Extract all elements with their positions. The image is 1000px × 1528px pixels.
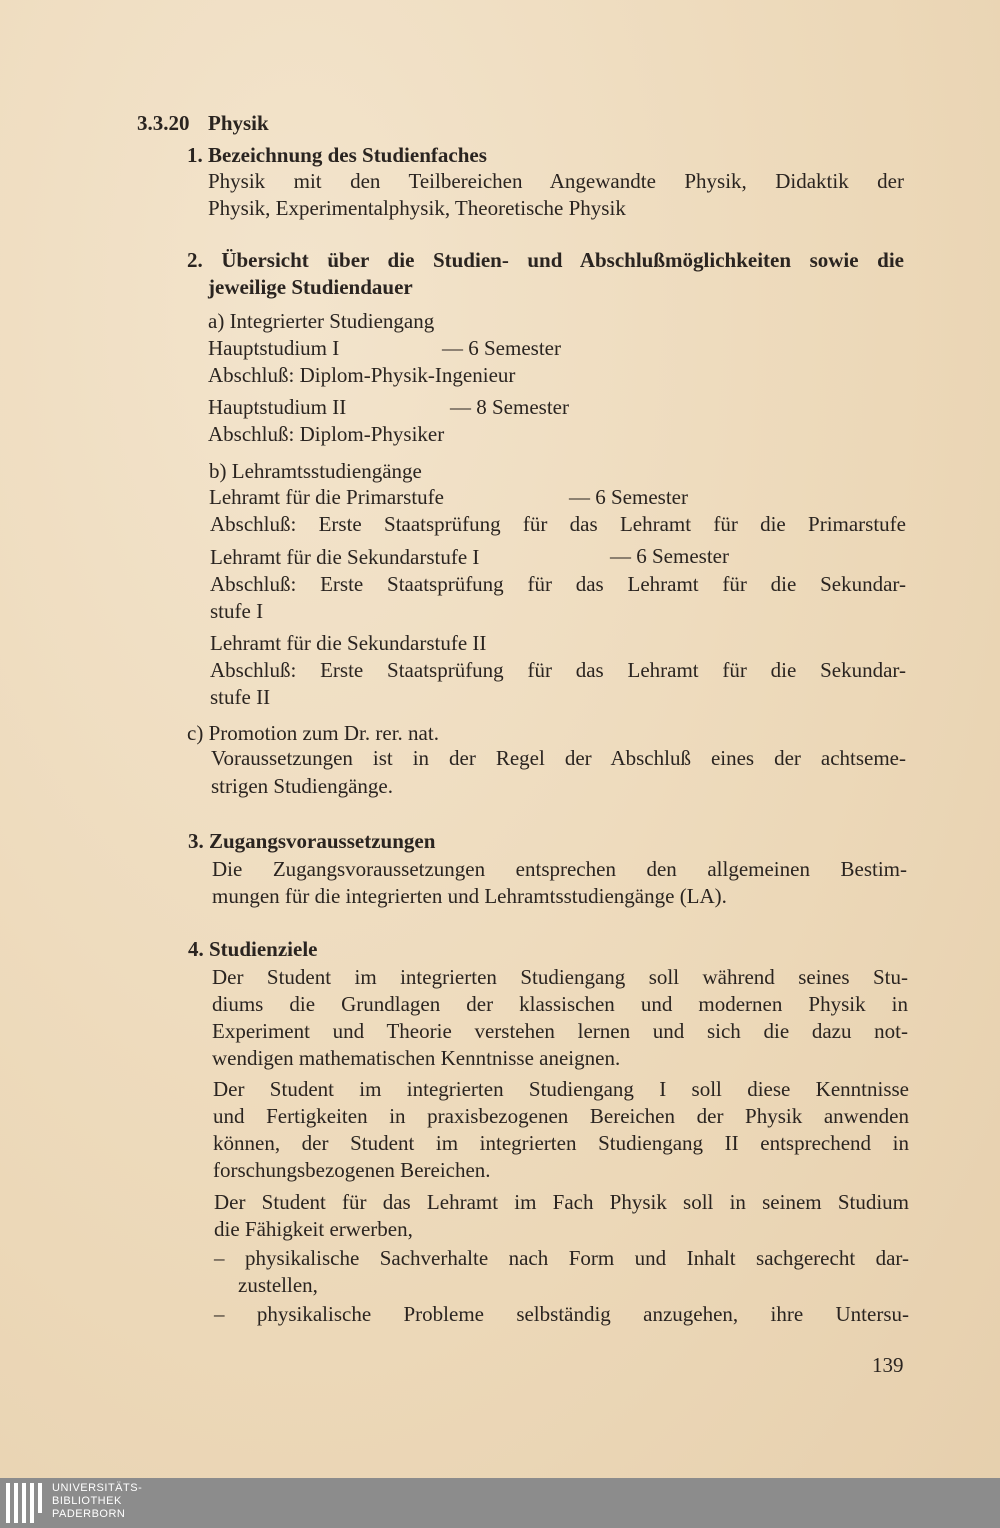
hauptstudium-1-abschluss: Abschluß: Diplom-Physik-Ingenieur (208, 363, 516, 387)
hauptstudium-1-duration: — 6 Semester (442, 336, 561, 360)
library-logo-text (52, 1482, 142, 1521)
heading-1: 1. Bezeichnung des Studienfaches (187, 143, 487, 167)
lehramt-sekundarstufe-2: Lehramt für die Sekundarstufe II (210, 631, 487, 655)
s4-p1-line-1: Der Student im integrierten Studiengang soll während seines Stu- (212, 965, 908, 989)
s3-line-2: mungen für die integrierten und Lehramtsstudiengänge (LA). (212, 884, 727, 908)
hauptstudium-1: Hauptstudium I (208, 336, 340, 360)
lehramt-primarstufe-abschluss: Abschluß: Erste Staatsprüfung für das Lehramt für die Primarstufe (210, 512, 906, 536)
s4-p2-line-2: und Fertigkeiten in praxisbezogenen Bereichen der Physik anwenden (213, 1104, 909, 1128)
s1-line-1: Physik mit den Teilbereichen Angewandte Physik, Didaktik der (208, 169, 904, 193)
hauptstudium-2-abschluss: Abschluß: Diplom-Physiker (208, 422, 445, 446)
heading-2-line-2: jeweilige Studiendauer (208, 275, 413, 299)
s4-p3-line-2: die Fähigkeit erwerben, (214, 1217, 413, 1241)
lehramt-sekundarstufe-1-duration: — 6 Semester (610, 544, 729, 568)
s4-p1-line-4: wendigen mathematischen Kenntnisse aneignen. (212, 1046, 621, 1070)
b-label: b) Lehramtsstudiengänge (209, 459, 422, 483)
c-line-2: strigen Studiengänge. (211, 774, 393, 798)
s4-p1-line-3: Experiment und Theorie verstehen lernen und sich die dazu not- (212, 1019, 908, 1043)
library-banner (0, 1478, 1000, 1528)
c-label: c) Promotion zum Dr. rer. nat. (187, 721, 439, 745)
logo-line-2: BIBLIOTHEK (52, 1495, 122, 1507)
a-label: a) Integrierter Studiengang (208, 309, 435, 333)
logo-line-1: UNIVERSITÄTS- (52, 1482, 143, 1494)
heading-3: 3. Zugangsvoraussetzungen (188, 829, 436, 853)
page-number: 139 (872, 1353, 904, 1377)
lehramt-sekundarstufe-1: Lehramt für die Sekundarstufe I (210, 545, 480, 569)
s4-p2-line-3: können, der Student im integrierten Studiengang II entsprechend in (213, 1131, 909, 1155)
s1-line-2: Physik, Experimentalphysik, Theoretische Physik (208, 196, 626, 220)
hauptstudium-2: Hauptstudium II (208, 395, 347, 419)
s4-p2-line-1: Der Student im integrierten Studiengang I soll diese Kenntnisse (213, 1077, 909, 1101)
s4-p2-line-4: forschungsbezogenen Bereichen. (213, 1158, 491, 1182)
s4-p3-line-1: Der Student für das Lehramt im Fach Physik soll in seinem Studium (214, 1190, 909, 1214)
lehramt-sekundarstufe-1-abschluss-line-1: Abschluß: Erste Staatsprüfung für das Lehramt für die Sekundar- (210, 572, 906, 596)
lehramt-sekundarstufe-2-abschluss-line-1: Abschluß: Erste Staatsprüfung für das Lehramt für die Sekundar- (210, 658, 906, 682)
s4-p1-line-2: diums die Grundlagen der klassischen und modernen Physik in (212, 992, 908, 1016)
s4-bullet-1-line-1: – physikalische Sachverhalte nach Form und Inhalt sachgerecht dar- (214, 1246, 909, 1270)
lehramt-primarstufe-duration: — 6 Semester (569, 485, 688, 509)
lehramt-primarstufe: Lehramt für die Primarstufe (209, 485, 444, 509)
lehramt-sekundarstufe-2-abschluss-line-2: stufe II (210, 685, 271, 709)
c-line-1: Voraussetzungen ist in der Regel der Abschluß eines der achtseme- (211, 746, 906, 770)
lehramt-sekundarstufe-1-abschluss-line-2: stufe I (210, 599, 264, 623)
s4-bullet-1-line-2: zustellen, (238, 1273, 318, 1297)
s3-line-1: Die Zugangsvoraussetzungen entsprechen den allgemeinen Bestim- (212, 857, 907, 881)
s4-bullet-2: – physikalische Probleme selbständig anzugehen, ihre Untersu- (214, 1302, 909, 1326)
heading-4: 4. Studienziele (188, 937, 318, 961)
heading-2-line-1: 2. Übersicht über die Studien- und Abschlußmöglichkeiten sowie die (187, 248, 904, 272)
section-number: 3.3.20 (137, 111, 190, 135)
hauptstudium-2-duration: — 8 Semester (450, 395, 569, 419)
logo-line-3: PADERBORN (52, 1508, 126, 1520)
library-logo-icon (6, 1483, 48, 1523)
section-title: Physik (208, 111, 269, 135)
